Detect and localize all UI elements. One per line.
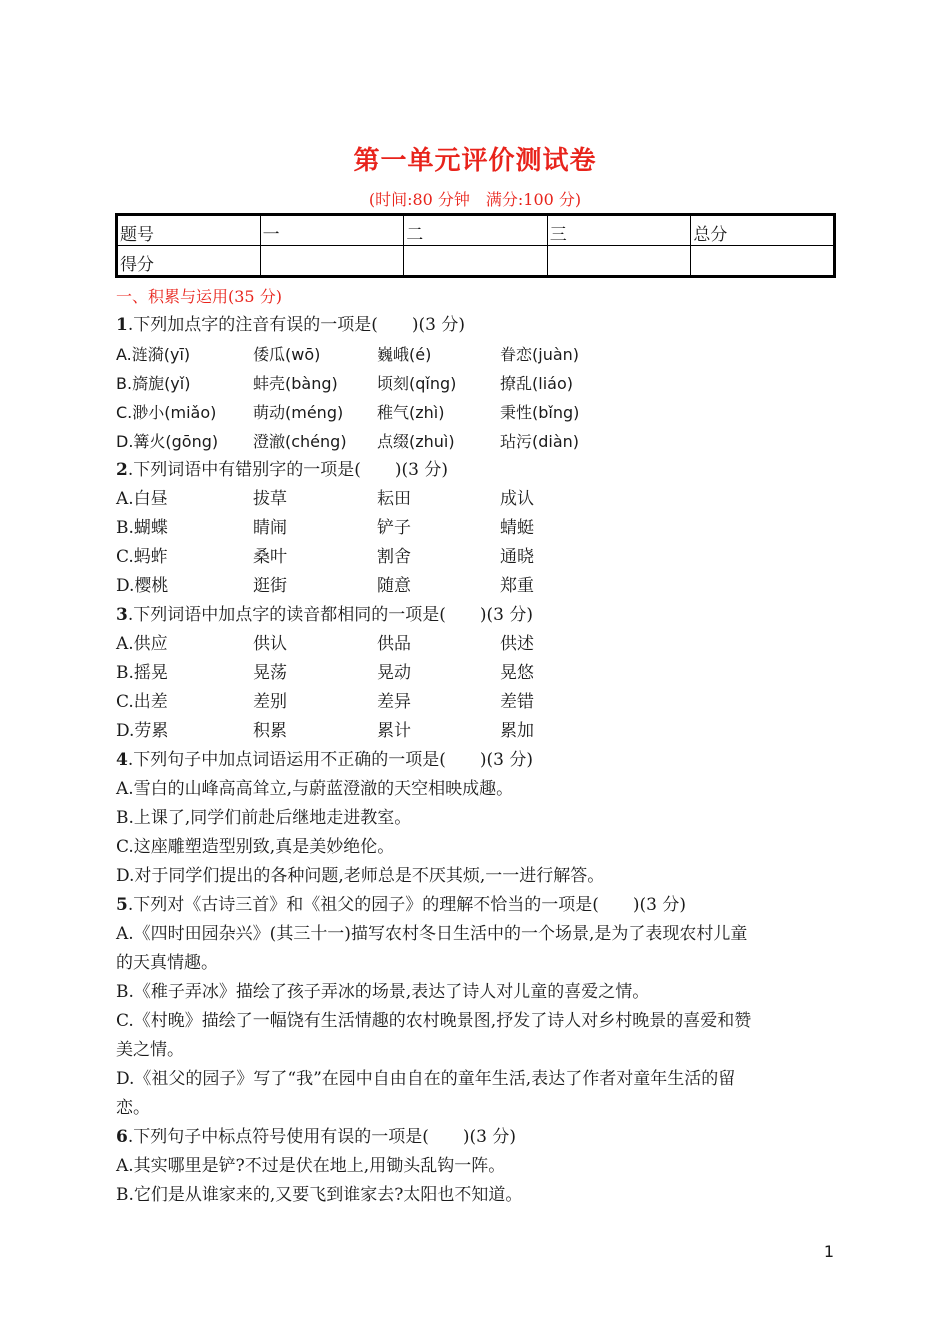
- option-cell: 通晓: [500, 547, 534, 567]
- option-cell: B.旖旎(yǐ): [116, 374, 191, 393]
- option-cell: 差异: [377, 692, 411, 712]
- option-cell: 眷恋(juàn): [500, 345, 580, 364]
- option-cell: 玷污(diàn): [500, 432, 580, 451]
- option-cell: C.出差: [116, 692, 168, 712]
- option-d[interactable]: D.对于同学们提出的各种问题,老师总是不厌其烦,一一进行解答。: [116, 866, 605, 886]
- option-cell: D.樱桃: [116, 576, 169, 596]
- option-cell: A.白昼: [116, 489, 168, 509]
- question-number: 2: [116, 460, 128, 480]
- question-text: .下列加点字的注音有误的一项是( )(3 分): [127, 315, 465, 335]
- option-cell: 睛闹: [253, 518, 287, 538]
- page-title: 第一单元评价测试卷: [353, 146, 597, 176]
- question-text: .下列句子中加点词语运用不正确的一项是( )(3 分): [127, 750, 533, 770]
- option-cell: B.摇晃: [116, 663, 168, 683]
- option-row[interactable]: [116, 717, 836, 746]
- option-row[interactable]: [116, 659, 836, 688]
- option-cell: 晃荡: [253, 663, 287, 683]
- option-d[interactable]: [116, 1065, 836, 1123]
- option-cell: 供认: [253, 634, 287, 654]
- table-cell: 二: [404, 215, 548, 246]
- table-cell: 三: [547, 215, 691, 246]
- score-input-cell[interactable]: [547, 246, 691, 277]
- option-cell: 差别: [253, 692, 287, 712]
- question-4: [116, 746, 836, 891]
- table-cell: 题号: [117, 215, 261, 246]
- option-line: D.《祖父的园子》写了“我”在园中自由自在的童年生活,表达了作者对童年生活的留: [116, 1069, 736, 1089]
- question-text: .下列对《古诗三首》和《祖父的园子》的理解不恰当的一项是( )(3 分): [127, 895, 686, 915]
- option-row[interactable]: [116, 340, 836, 369]
- option-b[interactable]: B.《稚子弄冰》描绘了孩子弄冰的场景,表达了诗人对儿童的喜爱之情。: [116, 982, 650, 1002]
- question-number: 6: [116, 1127, 128, 1147]
- option-cell: 蜻蜓: [500, 518, 534, 538]
- option-cell: 点缀(zhuì): [377, 432, 455, 451]
- question-text: .下列句子中标点符号使用有误的一项是( )(3 分): [127, 1127, 516, 1147]
- option-b[interactable]: B.它们是从谁家来的,又要飞到谁家去?太阳也不知道。: [116, 1185, 523, 1205]
- exam-subtitle: (时间:80 分钟 满分:100 分): [368, 190, 582, 209]
- option-cell: 割舍: [377, 547, 411, 567]
- page-number: 1: [823, 1242, 834, 1261]
- option-cell: 郑重: [500, 576, 534, 596]
- score-input-cell[interactable]: [691, 246, 835, 277]
- option-line: 的天真情趣。: [116, 953, 218, 973]
- question-2: [116, 456, 836, 601]
- option-row[interactable]: [116, 485, 836, 514]
- option-a[interactable]: A.其实哪里是铲?不过是伏在地上,用锄头乱钩一阵。: [116, 1156, 506, 1176]
- option-cell: 积累: [253, 721, 287, 741]
- option-row[interactable]: [116, 427, 836, 456]
- option-a[interactable]: A.雪白的山峰高高耸立,与蔚蓝澄澈的天空相映成趣。: [116, 779, 514, 799]
- option-line: C.《村晚》描绘了一幅饶有生活情趣的农村晚景图,抒发了诗人对乡村晚景的喜爱和赞: [116, 1011, 752, 1031]
- option-row[interactable]: [116, 398, 836, 427]
- option-cell: 晃动: [377, 663, 411, 683]
- option-cell: D.篝火(gōng): [116, 432, 219, 451]
- score-input-cell[interactable]: [260, 246, 404, 277]
- option-row[interactable]: [116, 630, 836, 659]
- question-3: [116, 601, 836, 746]
- question-text: .下列词语中有错别字的一项是( )(3 分): [127, 460, 448, 480]
- option-row[interactable]: [116, 369, 836, 398]
- option-cell: 供品: [377, 634, 411, 654]
- option-c[interactable]: C.这座雕塑造型别致,真是美妙绝伦。: [116, 837, 395, 857]
- question-text: .下列词语中加点字的读音都相同的一项是( )(3 分): [127, 605, 533, 625]
- option-cell: 撩乱(liáo): [500, 374, 573, 393]
- option-cell: 累计: [377, 721, 411, 741]
- option-cell: D.劳累: [116, 721, 169, 741]
- option-cell: 秉性(bǐng): [500, 403, 580, 422]
- option-cell: 铲子: [377, 518, 411, 538]
- option-cell: 顷刻(qǐng): [377, 374, 457, 393]
- option-line: 美之情。: [116, 1040, 184, 1060]
- option-cell: 累加: [500, 721, 534, 741]
- question-number: 4: [116, 750, 128, 770]
- option-cell: 随意: [377, 576, 411, 596]
- question-number: 5: [116, 895, 128, 915]
- option-cell: 成认: [500, 489, 534, 509]
- score-input-cell[interactable]: [404, 246, 548, 277]
- question-1: [116, 311, 836, 456]
- option-cell: 稚气(zhì): [377, 403, 445, 422]
- option-cell: 桑叶: [253, 547, 287, 567]
- question-number: 3: [116, 605, 128, 625]
- table-cell: 一: [260, 215, 404, 246]
- option-cell: B.蝴蝶: [116, 518, 168, 538]
- option-row[interactable]: [116, 572, 836, 601]
- option-cell: 萌动(méng): [253, 403, 344, 422]
- option-cell: 澄澈(chéng): [253, 432, 347, 451]
- option-cell: 拔草: [253, 489, 287, 509]
- option-cell: 蚌壳(bàng): [253, 374, 338, 393]
- question-6: [116, 1123, 836, 1210]
- option-cell: 差错: [500, 692, 534, 712]
- option-cell: 倭瓜(wō): [253, 345, 321, 364]
- option-cell: 供述: [500, 634, 534, 654]
- question-body: [116, 282, 836, 1210]
- question-number: 1: [116, 315, 128, 335]
- option-row[interactable]: [116, 543, 836, 572]
- option-cell: C.蚂蚱: [116, 547, 168, 567]
- section-heading: 一、积累与运用(35 分): [116, 287, 282, 306]
- option-a[interactable]: [116, 920, 836, 978]
- option-cell: 耘田: [377, 489, 411, 509]
- table-cell: 总分: [691, 215, 835, 246]
- option-cell: A.涟漪(yī): [116, 345, 191, 364]
- option-cell: 晃悠: [500, 663, 534, 683]
- table-row: [117, 215, 835, 246]
- option-cell: 巍峨(é): [377, 345, 432, 364]
- score-table: [115, 213, 836, 278]
- option-cell: A.供应: [116, 634, 168, 654]
- option-line: 恋。: [116, 1098, 150, 1118]
- option-line: A.《四时田园杂兴》(其三十一)描写农村冬日生活中的一个场景,是为了表现农村儿童: [116, 924, 748, 944]
- option-cell: C.渺小(miǎo): [116, 403, 217, 422]
- option-cell: 逛街: [253, 576, 287, 596]
- question-5: [116, 891, 836, 1123]
- option-row[interactable]: [116, 514, 836, 543]
- option-row[interactable]: [116, 688, 836, 717]
- table-row: [117, 246, 835, 277]
- table-cell: 得分: [117, 246, 261, 277]
- option-c[interactable]: [116, 1007, 836, 1065]
- option-b[interactable]: B.上课了,同学们前赴后继地走进教室。: [116, 808, 412, 828]
